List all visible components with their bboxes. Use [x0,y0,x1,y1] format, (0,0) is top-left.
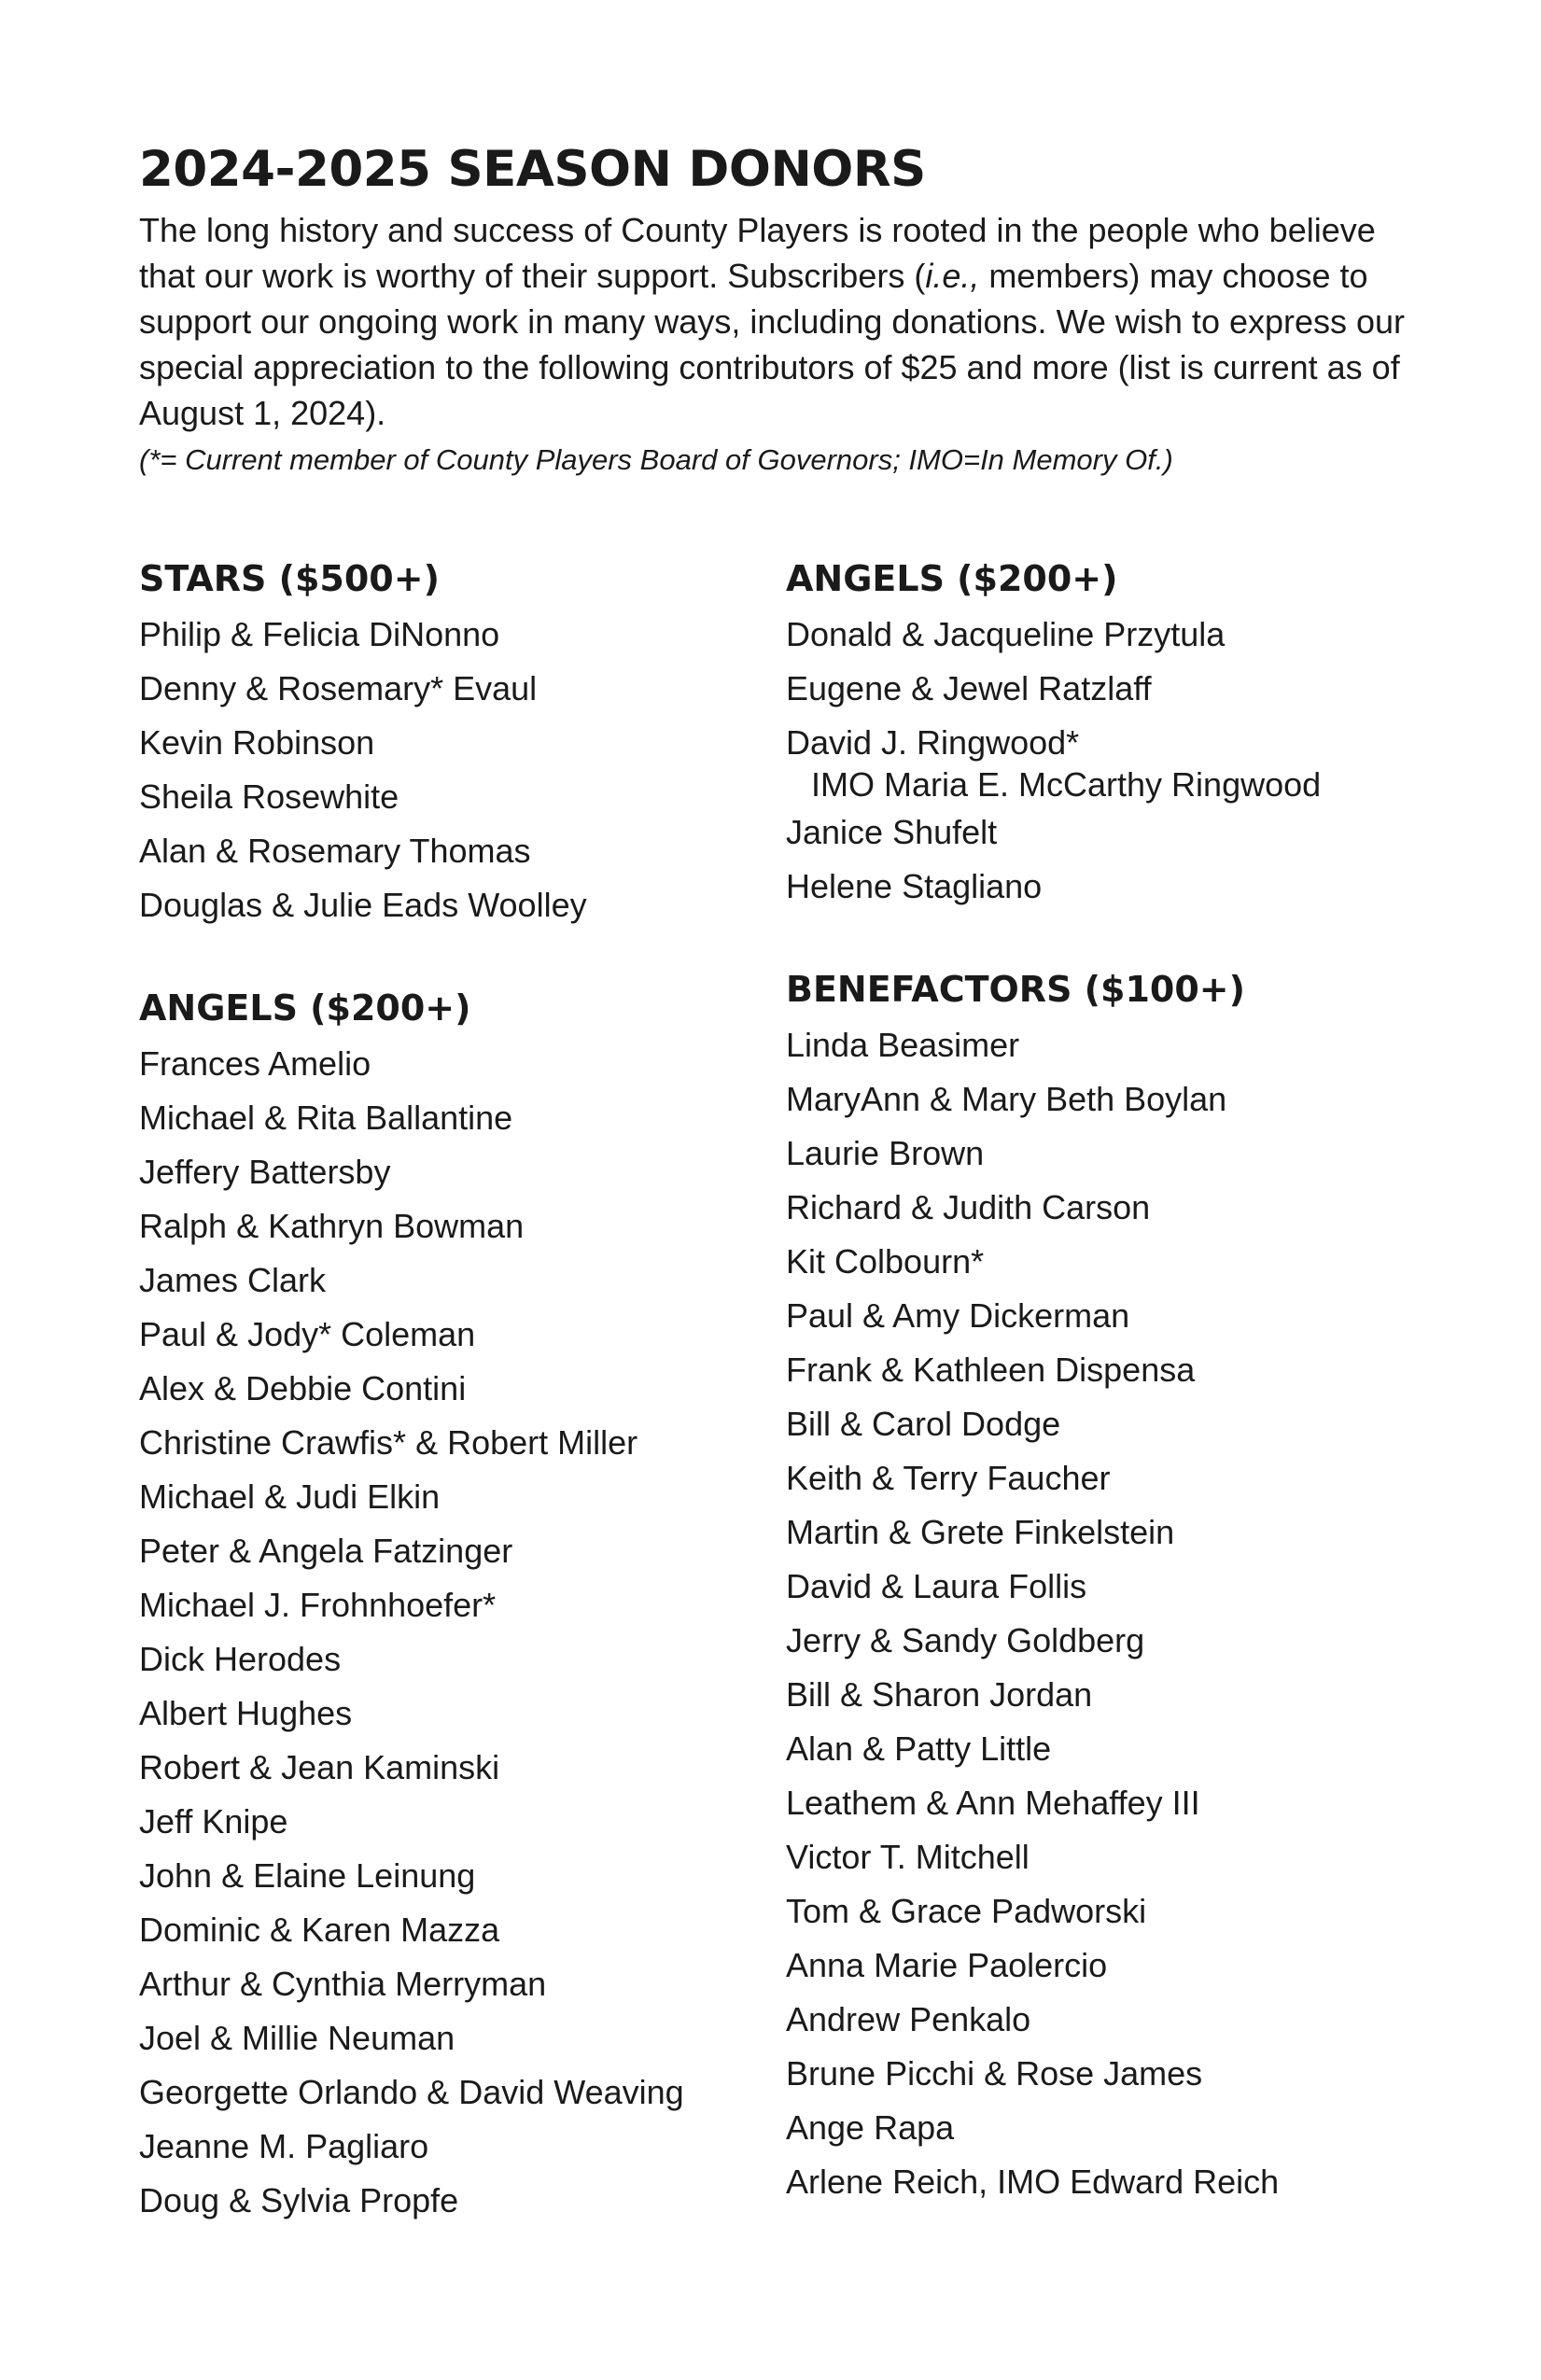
group-heading-angels-continued: ANGELS ($200+) [786,558,1118,599]
donor-name [139,1416,774,1470]
group-angels-left [139,985,774,2228]
donor-name-text: Donald & Jacqueline Przytula [786,615,1226,653]
donor-name-text: Douglas & Julie Eads Woolley [139,886,587,924]
donor-name [139,2065,774,2120]
intro-italic: i.e., [925,257,980,295]
intro-text-1: The long history and success of County Players is rooted in the people who believe that our work is worthy of their support. Subscribers ( [139,211,1376,295]
donor-name-text: Victor T. Mitchell [786,1838,1030,1876]
donor-name [139,716,774,770]
donor-name-text: Joel & Millie Neuman [139,2019,455,2057]
donor-name [786,716,1408,805]
donor-name [786,2101,1408,2155]
donor-name [786,1181,1408,1235]
donor-name [139,2011,774,2065]
donor-name-text: Paul & Jody* Coleman [139,1315,476,1353]
donor-name-text: Jeanne M. Pagliaro [139,2127,429,2165]
donor-name-text: Jerry & Sandy Goldberg [786,1621,1145,1659]
donor-name [139,662,774,716]
donor-name [786,2155,1408,2209]
donor-name [139,824,774,878]
donor-name [139,1795,774,1849]
donor-name [786,1614,1408,1668]
donor-name-text: Jeffery Battersby [139,1153,391,1191]
donor-name-text: Georgette Orlando & David Weaving [139,2073,684,2111]
donor-name [786,662,1408,716]
donor-name-text: Kit Colbourn* [786,1242,985,1281]
donor-name-text: Andrew Penkalo [786,2000,1031,2038]
group-heading-angels: ANGELS ($200+) [139,987,471,1029]
donor-name [139,770,774,824]
donor-name-text: Ralph & Kathryn Bowman [139,1207,525,1245]
donor-name [786,1018,1408,1072]
donor-name [786,805,1408,860]
donor-name-text: Sheila Rosewhite [139,777,399,816]
donor-name-text: John & Elaine Leinung [139,1856,476,1895]
donor-name [786,1127,1408,1181]
page-title: 2024-2025 SEASON DONORS [139,141,926,198]
donor-name [139,1199,774,1253]
donor-name [139,1632,774,1687]
donor-name [139,2120,774,2174]
donor-name-text: Linda Beasimer [786,1026,1020,1064]
donor-name-text: MaryAnn & Mary Beth Boylan [786,1080,1227,1118]
donor-name-text: Doug & Sylvia Propfe [139,2181,459,2219]
in-memory-of-note: IMO Maria E. McCarthy Ringwood [811,765,1322,804]
donor-name-text: Eugene & Jewel Ratzlaff [786,669,1152,707]
donor-name [786,1235,1408,1289]
donor-name-text: Martin & Grete Finkelstein [786,1513,1175,1551]
donor-name-text: Albert Hughes [139,1694,353,1732]
donor-list-benefactors [786,1018,1408,2209]
donor-name [786,1993,1408,2047]
donor-name-text: Peter & Angela Fatzinger [139,1532,513,1570]
donor-list-angels-left [139,1037,774,2228]
donor-name-text: Janice Shufelt [786,813,998,851]
donor-name-text: David J. Ringwood* [786,723,1080,762]
donor-name-text: Laurie Brown [786,1134,985,1172]
donor-name-text: Arlene Reich, IMO Edward Reich [786,2163,1280,2201]
donor-name-text: Richard & Judith Carson [786,1188,1151,1226]
donor-name-text: Frank & Kathleen Dispensa [786,1351,1196,1389]
donor-name [139,1957,774,2011]
donor-name-text: Jeff Knipe [139,1802,288,1841]
donor-name-text: James Clark [139,1261,327,1299]
donor-name [139,1578,774,1632]
donor-name [139,1903,774,1957]
donor-name-text: Michael J. Frohnhoefer* [139,1586,497,1624]
donor-name [786,608,1408,662]
donor-list-angels-right [786,608,1408,914]
donor-name-text: Brune Picchi & Rose James [786,2054,1203,2093]
group-stars [139,555,774,932]
donor-name [139,1849,774,1903]
donor-name [786,1939,1408,1993]
donor-name-text: Paul & Amy Dickerman [786,1296,1130,1335]
right-column [786,555,1408,2209]
left-column [139,555,774,2228]
group-heading-stars: STARS ($500+) [139,558,440,599]
donor-name [786,1397,1408,1451]
donor-name [786,1722,1408,1776]
donor-name [786,1884,1408,1939]
donor-name [786,1343,1408,1397]
donor-name-text: Arthur & Cynthia Merryman [139,1965,547,2003]
donor-name-text: Michael & Judi Elkin [139,1477,441,1516]
donor-name-text: Christine Crawfis* & Robert Miller [139,1423,638,1462]
intro-paragraph [139,207,1408,436]
donor-name [786,1560,1408,1614]
donor-name [786,2047,1408,2101]
donor-name [139,1037,774,1091]
donor-name-text: Leathem & Ann Mehaffey III [786,1784,1200,1822]
donor-name [139,1308,774,1362]
donor-name-text: Tom & Grace Padworski [786,1892,1147,1930]
donor-name-text: Anna Marie Paolercio [786,1946,1108,1984]
group-benefactors [786,966,1408,2209]
group-heading-benefactors: BENEFACTORS ($100+) [786,969,1245,1010]
donor-name-text: Bill & Sharon Jordan [786,1675,1093,1714]
donor-name [139,608,774,662]
donor-name [786,1830,1408,1884]
donor-name-text: Robert & Jean Kaminski [139,1748,500,1786]
donor-name [139,1253,774,1308]
donor-name [139,878,774,932]
donor-name-text: David & Laura Follis [786,1567,1087,1605]
intro-text-2: members) may choose to support our ongoing work in many ways, including donations. We wish to express our special appreciation to the following contributors of $25 and more (list is current as of August 1, 2024). [139,257,1406,432]
donor-name [786,1505,1408,1560]
donor-name [139,1470,774,1524]
donor-name-text: Denny & Rosemary* Evaul [139,669,538,707]
donor-page [139,140,1408,2219]
donor-name-text: Frances Amelio [139,1044,371,1083]
donor-name [139,1091,774,1145]
donor-name-text: Dick Herodes [139,1640,342,1678]
donor-name-text: Kevin Robinson [139,723,375,762]
donor-name-text: Michael & Rita Ballantine [139,1099,513,1137]
donor-name [139,1145,774,1199]
group-angels-right [786,555,1408,914]
donor-name-text: Alan & Rosemary Thomas [139,832,531,870]
donor-name [139,1524,774,1578]
donor-name-text: Ange Rapa [786,2108,955,2147]
donor-name-text: Alan & Patty Little [786,1729,1052,1768]
donor-name [139,1741,774,1795]
donor-name [139,1362,774,1416]
donor-name [786,1289,1408,1343]
donor-name-text: Alex & Debbie Contini [139,1369,467,1407]
donor-name [786,860,1408,914]
donor-name [786,1072,1408,1127]
donor-name [139,1687,774,1741]
donor-name [139,2174,774,2228]
donor-name-text: Keith & Terry Faucher [786,1459,1111,1497]
donor-name-text: Helene Stagliano [786,867,1043,905]
donor-name-text: Bill & Carol Dodge [786,1405,1061,1443]
donor-name [786,1451,1408,1505]
donor-name [786,1776,1408,1830]
legend-note: (*= Current member of County Players Board of Governors; IMO=In Memory Of.) [139,443,1173,476]
donor-name-text: Dominic & Karen Mazza [139,1911,500,1949]
donor-name [786,1668,1408,1722]
donor-list-stars [139,608,774,932]
donor-name-text: Philip & Felicia DiNonno [139,615,500,653]
